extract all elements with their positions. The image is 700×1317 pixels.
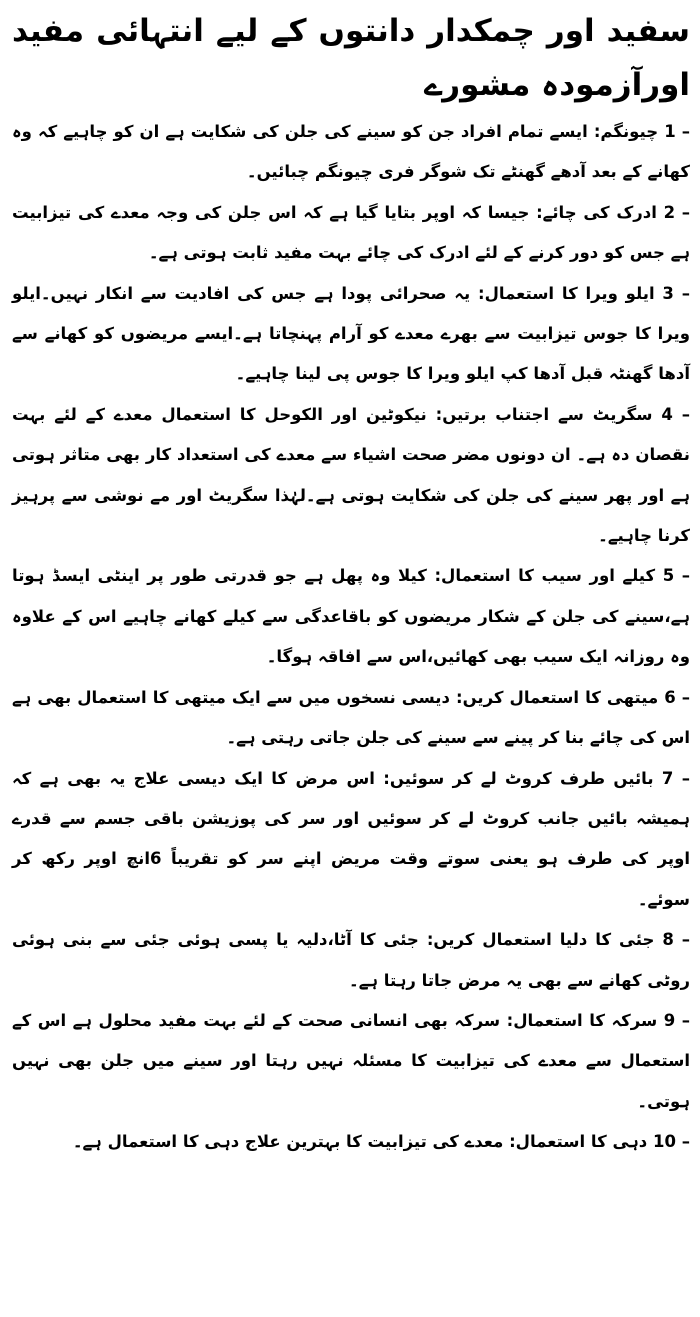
tip-text: سرکہ بھی انسانی صحت کے لئے بہت مفید محلول ہے اس کے استعمال سے معدے کی تیزابیت کا مسئلہ نہیں رہتا اور سینے میں جلن بھی نہیں ہوتی۔ <box>12 1010 690 1111</box>
tip-item <box>12 759 690 921</box>
tip-heading: 1 چیونگم: <box>593 122 676 141</box>
bullet-dash: – <box>674 566 690 586</box>
tip-item <box>12 1001 690 1122</box>
tip-text: ایسے تمام افراد جن کو سینے کی جلن کی شکایت ہے ان کو چاہیے کہ وہ کھانے کے بعد آدھے گھنٹے تک شوگر فری چیونگم چبائیں۔ <box>12 122 690 182</box>
tip-heading: 4 سگریٹ سے اجتناب برتیں: <box>435 404 673 424</box>
tip-item <box>12 556 690 677</box>
article-title: سفید اور چمکدار دانتوں کے لیے انتہائی مفید اورآزمودہ مشورے <box>12 13 690 103</box>
tip-text: جئی کا آٹا،دلیہ یا پسی ہوئی جئی سے بنی ہوئی روٹی کھانے سے بھی یہ مرض جاتا رہتا ہے۔ <box>12 930 690 990</box>
tip-item <box>12 678 690 759</box>
tip-heading: 6 میتھی کا استعمال کریں: <box>455 687 676 707</box>
tip-text: نیکوٹین اور الکوحل کا استعمال معدے کے لئے بہت نقصان دہ ہے۔ ان دونوں مضر صحت اشیاء سے معدے کی استعداد کار بھی متاثر ہوتی ہے اور پھر سینے کی جلن کی شکایت ہوتی ہے۔لہٰذا سگریٹ اور مے نوشی سے پرہیز کرنا چاہیے۔ <box>12 404 690 546</box>
bullet-dash: – <box>675 122 690 141</box>
tip-heading: 5 کیلے اور سیب کا استعمال: <box>434 566 675 586</box>
tip-heading: 2 ادرک کی چائے: <box>536 202 676 222</box>
bullet-dash: – <box>675 1010 690 1030</box>
tip-heading: 9 سرکہ کا استعمال: <box>506 1010 676 1030</box>
tip-text: یہ صحرائی پودا ہے جس کی افادیت سے انکار نہیں۔ایلو ویرا کا جوس تیزابیت سے بھرے معدے کو آرام پہنچاتا ہے۔ایسے مریضوں کو کھانے سے آدھا گھنٹہ قبل آدھا کپ ایلو ویرا کا جوس پی لینا چاہیے۔ <box>12 283 690 384</box>
tip-text: معدے کی تیزابیت کا بہترین علاج دہی کا استعمال ہے۔ <box>72 1132 504 1152</box>
bullet-dash: – <box>673 930 691 950</box>
bullet-dash: – <box>673 283 690 303</box>
tip-item <box>12 112 690 193</box>
bullet-dash: – <box>675 202 691 222</box>
tips-list <box>12 112 690 1163</box>
tip-heading: 7 بائیں طرف کروٹ لے کر سوئیں: <box>383 768 674 788</box>
tip-item <box>12 395 690 557</box>
tip-text: کیلا وہ پھل ہے جو قدرتی طور پر اینٹی ایسڈ ہوتا ہے،سینے کی جلن کے شکار مریضوں کو باقاعدگی سے کیلے کھانے چاہیے اس کے علاوہ وہ روزانہ ایک سیب بھی کھائیں،اس سے افاقہ ہوگا۔ <box>12 566 690 667</box>
tip-heading: 10 دہی کا استعمال: <box>509 1132 676 1152</box>
bullet-dash: – <box>676 1132 690 1152</box>
tip-item <box>12 193 690 274</box>
bullet-dash: – <box>675 687 690 707</box>
tip-item <box>12 920 690 1001</box>
tip-heading: 3 ایلو ویرا کا استعمال: <box>477 283 674 303</box>
tip-item <box>12 1122 690 1162</box>
tip-text: دیسی نسخوں میں سے ایک میتھی کا استعمال بھی ہے اس کی چائے بنا کر پینے سے سینے کی جلن جاتی رہتی ہے۔ <box>12 687 690 748</box>
tip-text: اس مرض کا ایک دیسی علاج یہ بھی ہے کہ ہمیشہ بائیں جانب کروٹ لے کر سوئیں اور سر کی پوزیشن باقی جسم سے قدرے اوپر کی طرف ہو یعنی سوتے وقت مریض اپنے سر کو تقریباً 6انچ اوپر رکھ کر سوئے۔ <box>12 768 690 909</box>
tip-heading: 8 جئی کا دلیا استعمال کریں: <box>426 930 674 950</box>
bullet-dash: – <box>673 768 690 788</box>
tip-item <box>12 274 690 395</box>
tip-text: جیسا کہ اوپر بتایا گیا ہے کہ اس جلن کی وجہ معدے کی تیزابیت ہے جس کو دور کرنے کے لئے ادرک کی چائے بہت مفید ثابت ہوتی ہے۔ <box>12 202 690 263</box>
bullet-dash: – <box>672 404 690 424</box>
